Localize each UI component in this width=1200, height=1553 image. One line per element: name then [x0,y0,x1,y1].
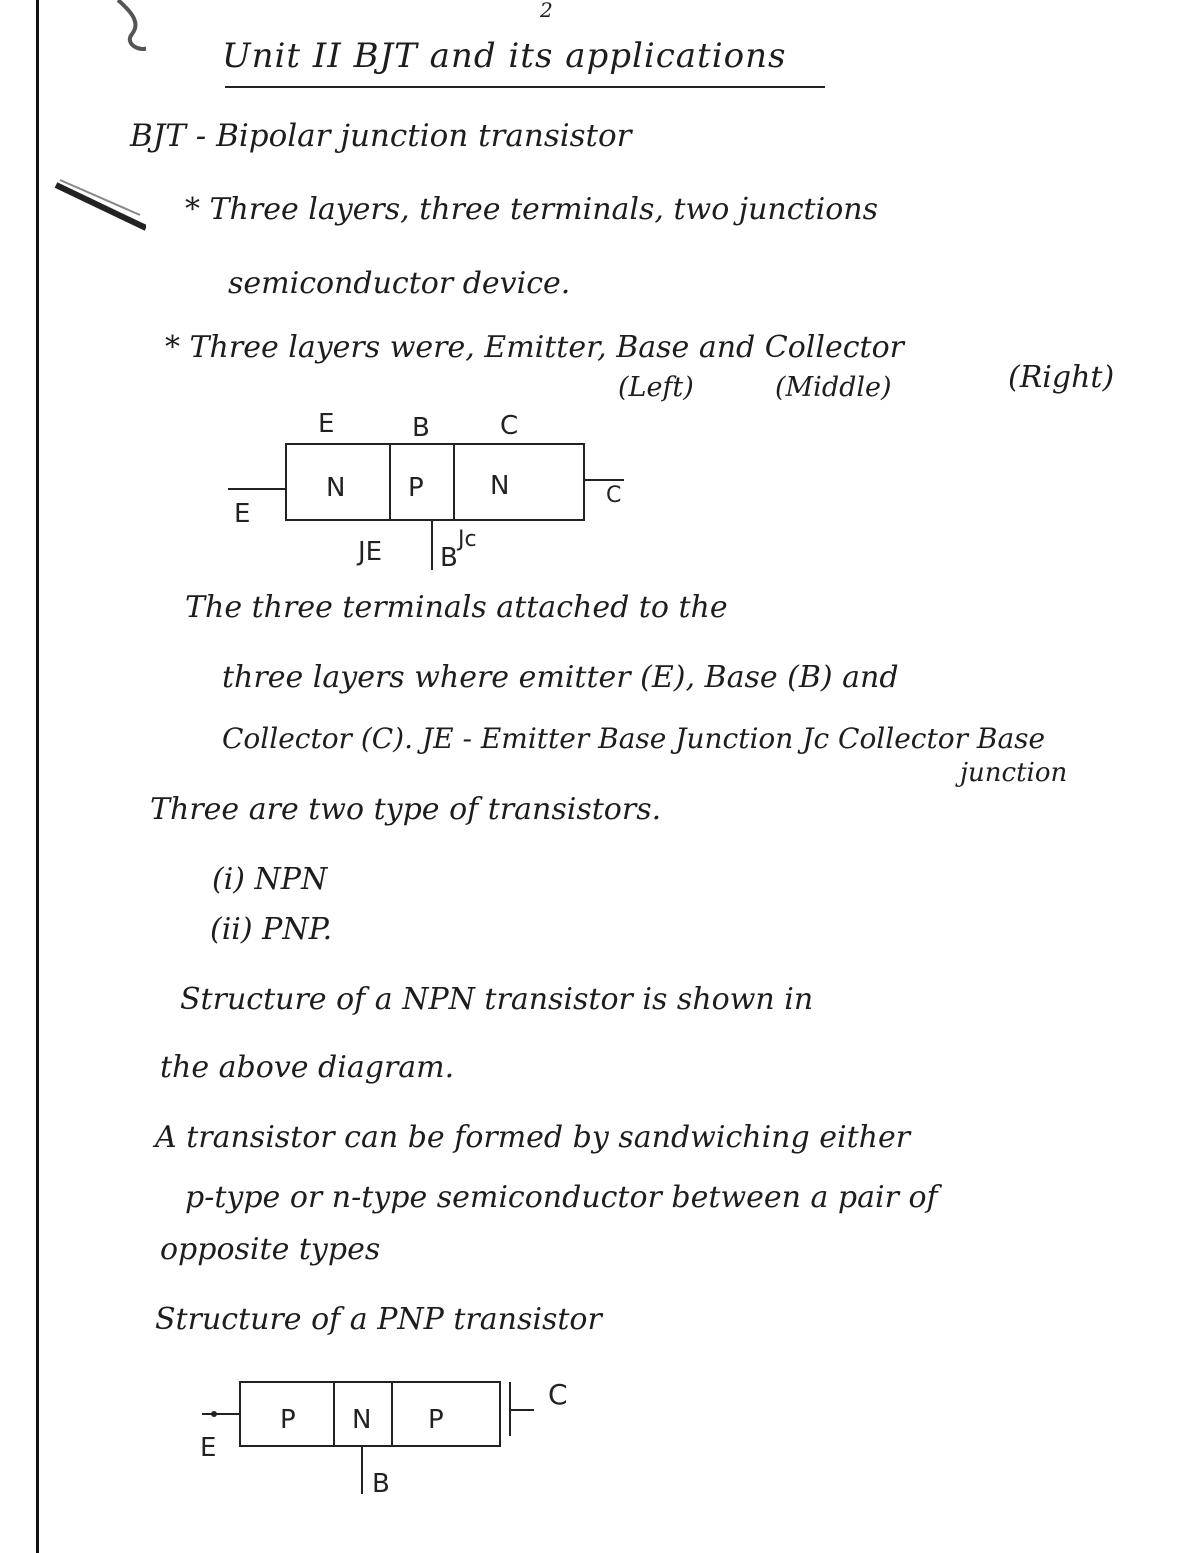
page-number: 2 [540,0,553,22]
page-title: Unit II BJT and its applications [222,36,787,76]
para-line-10: p-type or n-type semiconductor between a pair of [185,1180,938,1215]
pnp-base-terminal: B [372,1469,390,1499]
npn-right-terminal: C [606,483,622,508]
npn-top-label-c: C [500,411,519,441]
note-right-label: (Right) [1008,360,1115,395]
pnp-emitter-dot [211,1411,217,1417]
pnp-right-terminal: C [548,1378,568,1411]
pnp-region-2: N [352,1405,372,1435]
note-line-2: semiconductor device. [228,266,571,301]
para-line-4: Three are two type of transistors. [150,792,662,827]
list-item-npn: (i) NPN [212,862,328,897]
npn-junction-e-label: JE [358,537,383,567]
pnp-left-terminal: E [200,1433,217,1463]
para-line-9: A transistor can be formed by sandwiching either [155,1120,911,1155]
pnp-region-3: P [428,1405,444,1435]
para-line-3: Collector (C). JE - Emitter Base Junction Jc Collector Base [222,722,1046,755]
npn-base-terminal: B [440,543,458,573]
list-item-pnp: (ii) PNP. [210,912,333,947]
note-line-3: * Three layers were, Emitter, Base and Collector [165,330,905,365]
note-left-label: (Left) [618,372,694,403]
para-line-12: Structure of a PNP transistor [155,1302,602,1337]
npn-junction-c-label: Jc [458,527,477,552]
para-line-7: Structure of a NPN transistor is shown in [180,982,814,1017]
para-line-2: three layers where emitter (E), Base (B) and [222,660,899,695]
npn-region-2: P [408,473,424,503]
pnp-region-1: P [280,1405,296,1435]
para-line-8: the above diagram. [160,1050,455,1085]
section-heading: BJT - Bipolar junction transistor [130,118,632,154]
npn-left-terminal: E [234,499,251,529]
para-line-11: opposite types [160,1232,381,1267]
para-line-3b: junction [960,758,1068,788]
npn-region-3: N [490,471,510,501]
para-line-1: The three terminals attached to the [185,590,728,625]
note-line-1: * Three layers, three terminals, two junctions [185,192,878,227]
npn-region-1: N [326,473,346,503]
npn-top-label-e: E [318,409,335,439]
note-middle-label: (Middle) [775,372,892,403]
npn-top-label-b: B [412,413,430,443]
